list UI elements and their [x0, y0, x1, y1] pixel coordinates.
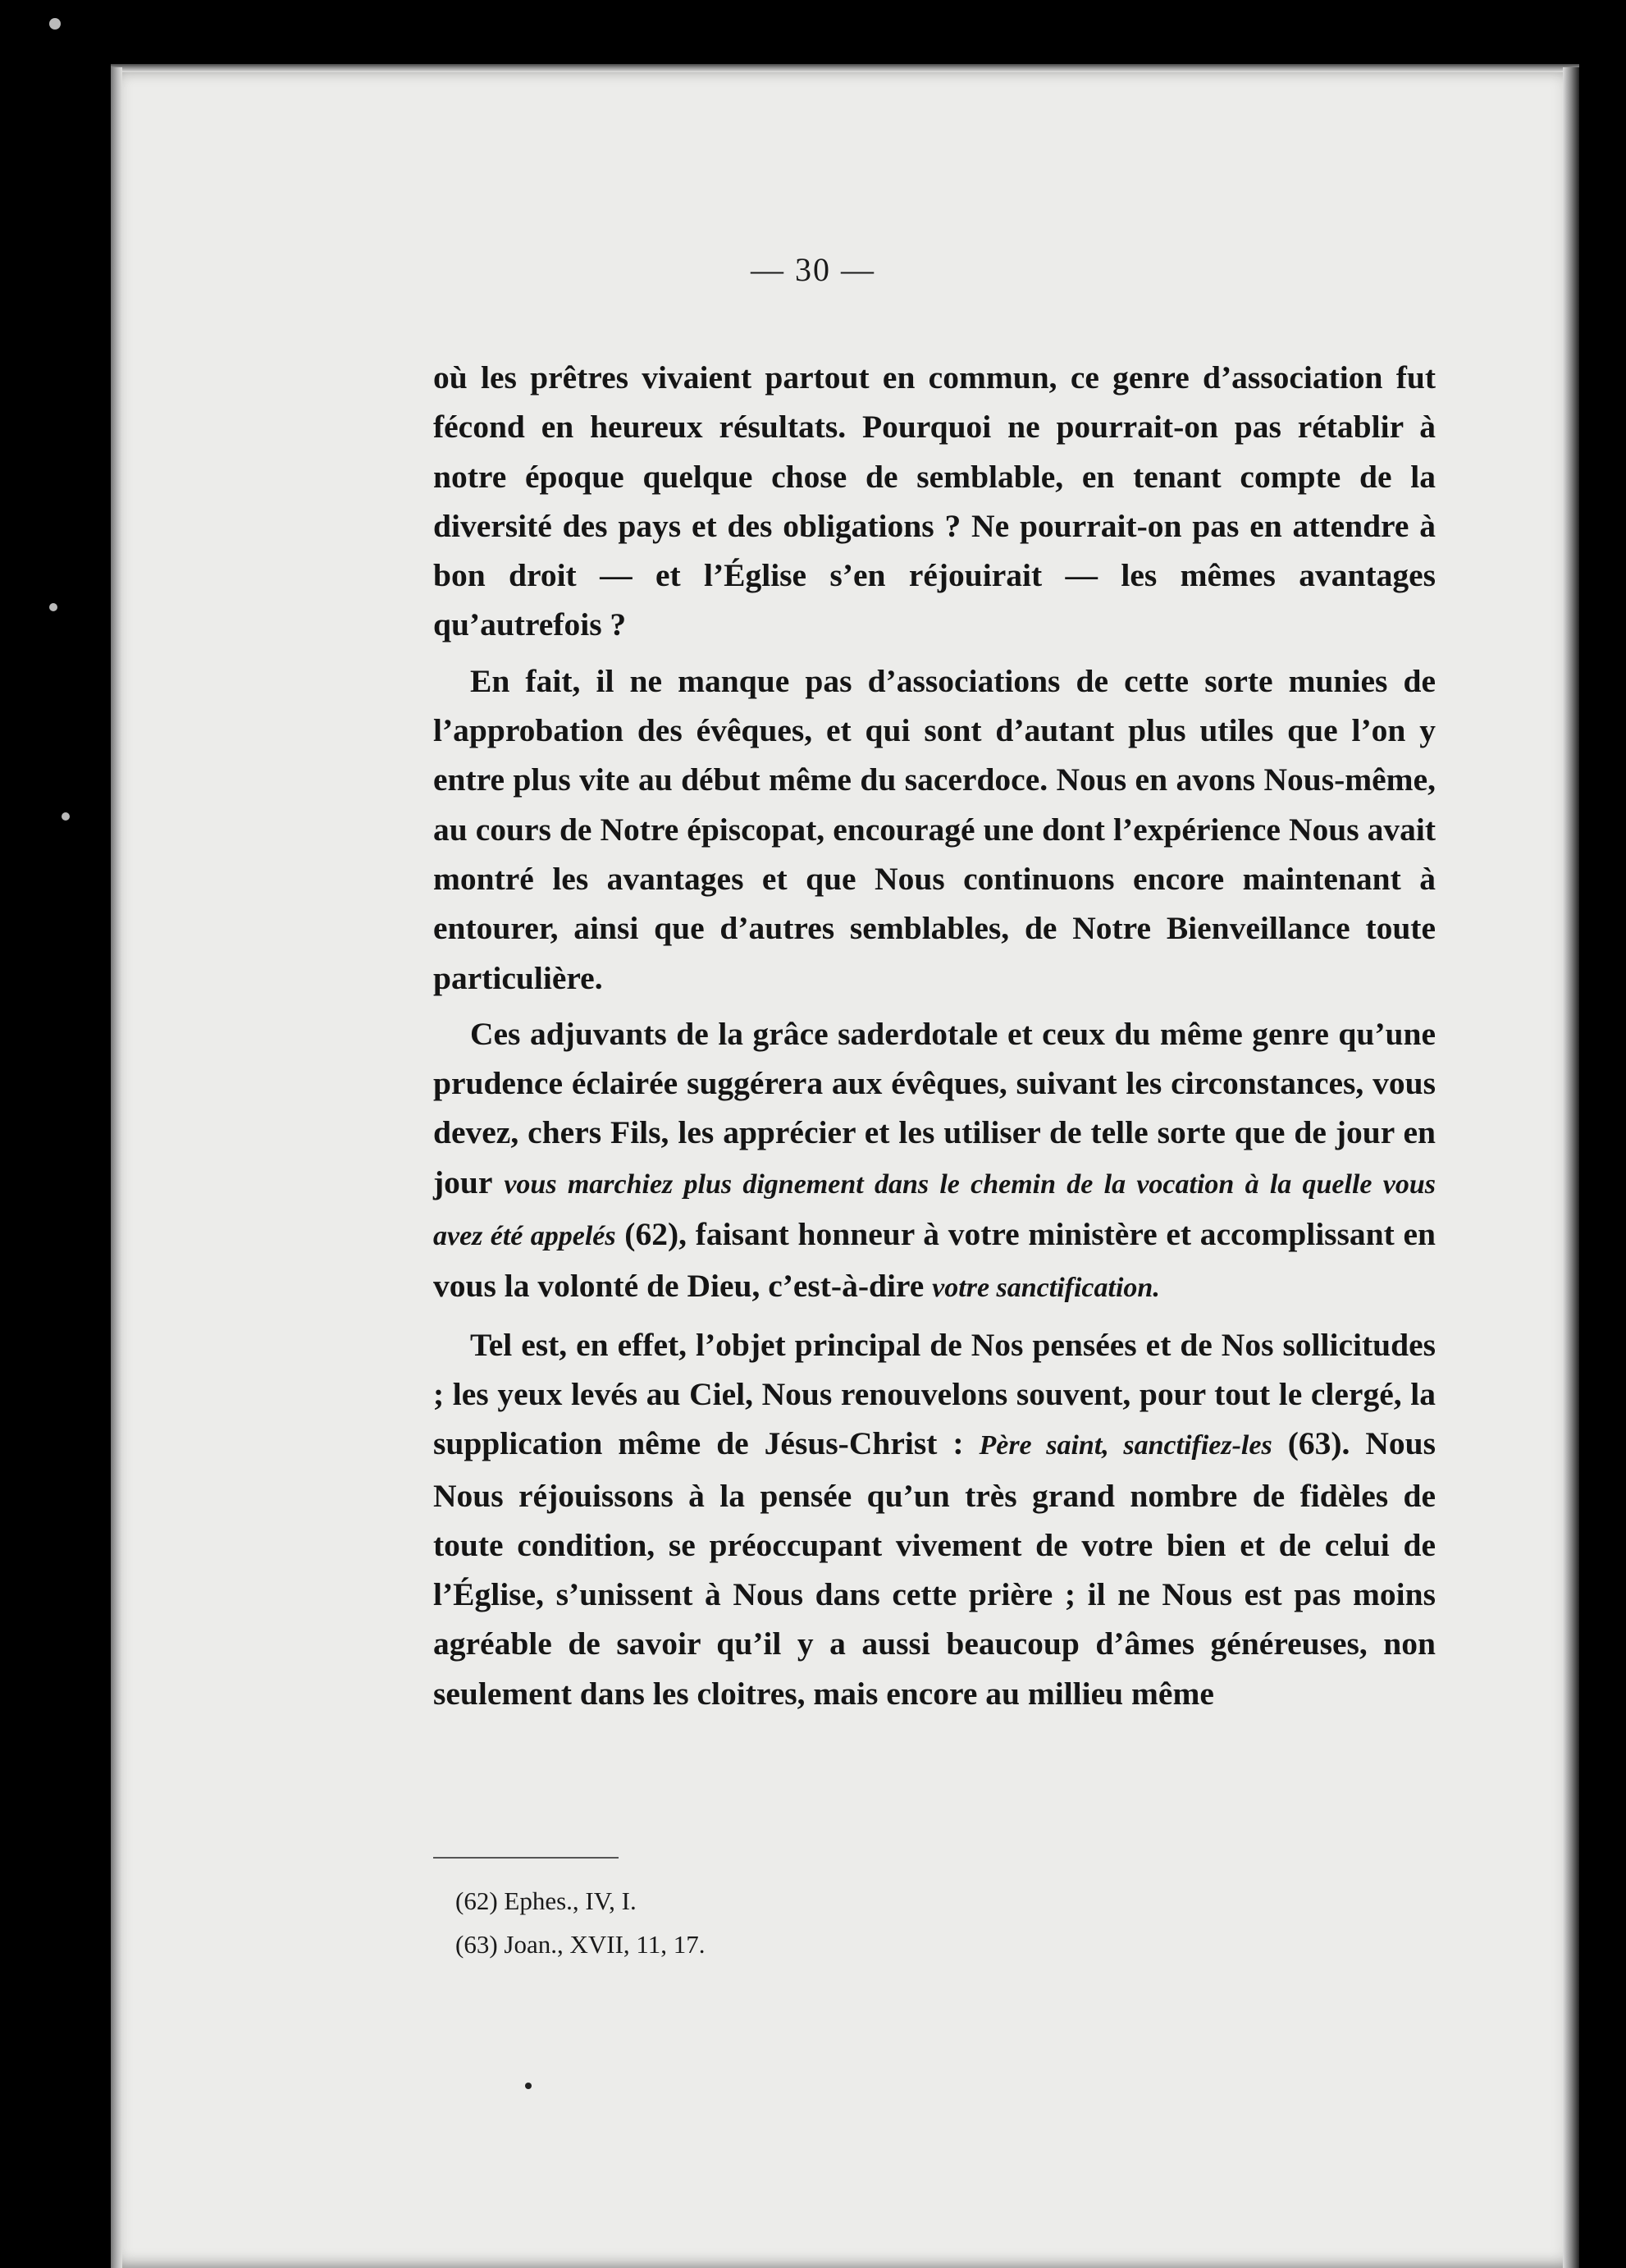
ink-dot	[525, 2083, 532, 2089]
italic-quote: Père saint, sanctifiez-les	[979, 1430, 1272, 1461]
page-right-edge	[1563, 67, 1579, 2268]
italic-quote: votre sanctification.	[932, 1273, 1160, 1304]
body-text	[433, 353, 1436, 1718]
footnote-rule	[433, 1857, 619, 1859]
paragraph	[433, 656, 1436, 1003]
footnotes	[455, 1879, 706, 1966]
scan-speck	[49, 603, 57, 611]
text-run: (63). Nous Nous réjouissons à la pensée qu’un très grand nombre de fidèles de toute condition, se préoccupant vivement de votre bien et de celui de l’Église, s’unissent à Nous dans cette prière ; il ne Nous est pas moins agréable de savoir qu’il y a aussi beaucoup d’âmes généreuses, non seulement dans les cloitres, mais encore au millieu même	[433, 1425, 1436, 1712]
text-run: Ces adjuvants de la grâce saderdotale et ceux du même genre qu’une prudence éclairée suggérera aux évêques, suivant les circonstances, vous devez, chers Fils, les apprécier et les utiliser de telle sorte que de jour en jour	[433, 1015, 1436, 1200]
paragraph	[433, 1009, 1436, 1314]
page-top-edge	[111, 64, 1579, 72]
paragraph	[433, 1320, 1436, 1718]
text-run: Tel est, en effet, l’objet principal de Nos pensées et de Nos sollicitudes ; les yeux levés au Ciel, Nous renouvelons souvent, pour tout le clergé, la supplication même de Jésus-Christ :	[433, 1326, 1436, 1462]
scan-speck	[62, 812, 70, 821]
text-run: En fait, il ne manque pas d’associations de cette sorte munies de l’approbation des évêques, et qui sont d’autant plus utiles que l’on y entre plus vite au début même du sacerdoce. Nous en avons Nous-même, au cours de Notre épiscopat, encouragé une dont l’expérience Nous avait montré les avantages et que Nous continuons encore maintenant à entourer, ainsi que d’autres semblables, de Notre Bienveillance toute particulière.	[433, 662, 1436, 996]
text-run: (62), faisant honneur à votre ministère et accomplissant en vous la volonté de Dieu, c’est-à-dire	[433, 1216, 1436, 1305]
page-left-edge	[111, 67, 122, 2268]
scan-speck	[49, 18, 61, 30]
footnote-62: (62) Ephes., IV, I.	[455, 1886, 637, 1915]
italic-quote: vous marchiez plus dignement dans le chemin de la vocation à la quelle vous avez été appelés	[433, 1168, 1436, 1252]
text-run: où les prêtres vivaient partout en commun, ce genre d’association fut fécond en heureux résultats. Pourquoi ne pourrait-on pas rétablir à notre époque quelque chose de semblable, en tenant compte de la diversité des pays et des obligations ? Ne pourrait-on pas en attendre à bon droit — et l’Église s’en réjouirait — les mêmes avantages qu’autrefois ?	[433, 359, 1436, 643]
paragraph	[433, 353, 1436, 650]
page-number: — 30 —	[751, 251, 875, 288]
footnote-63: (63) Joan., XVII, 11, 17.	[455, 1930, 706, 1959]
